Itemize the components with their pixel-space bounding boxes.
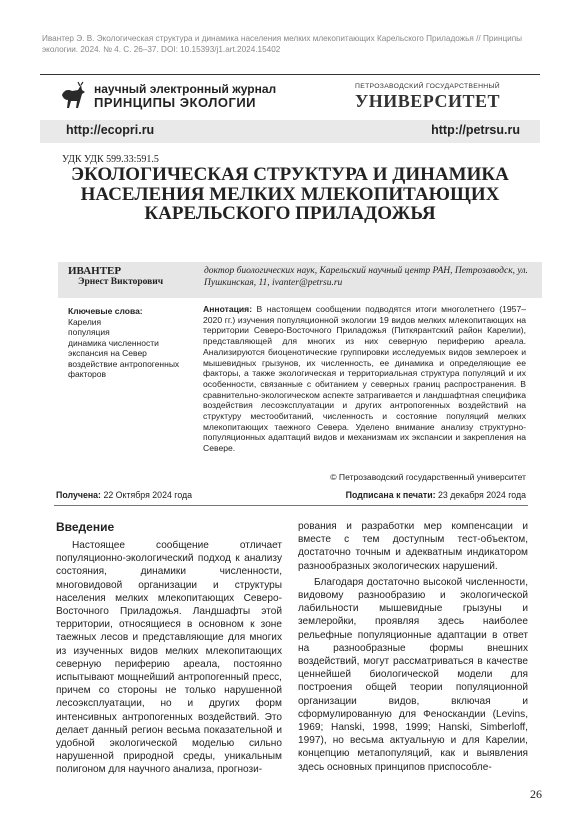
signed-value: 23 декабря 2024 года (438, 490, 526, 500)
section-heading: Введение (56, 520, 115, 534)
journal-masthead (40, 74, 540, 122)
keyword-item: Карелия (68, 316, 102, 327)
keyword-item: воздействие антропогенных факторов (68, 358, 180, 379)
keyword-item: динамика численности (68, 337, 159, 348)
keywords-heading: Ключевые слова: (68, 306, 143, 316)
divider (54, 505, 528, 506)
keywords-block (68, 306, 204, 380)
author-surname: ИВАНТЕР (68, 265, 122, 277)
journal-title: ПРИНЦИПЫ ЭКОЛОГИИ (94, 95, 257, 110)
udc-code: УДК УДК 599.33:591.5 (62, 154, 159, 165)
author-given-names: Эрнест Викторович (78, 277, 164, 287)
university-title: УНИВЕРСИТЕТ (355, 91, 500, 111)
received-value: 22 Октября 2024 года (103, 490, 193, 500)
university-subtitle: ПЕТРОЗАВОДСКИЙ ГОСУДАРСТВЕННЫЙ (355, 83, 500, 90)
copyright-notice: © Петрозаводский государственный университет (330, 472, 526, 482)
journal-subtitle: научный электронный журнал (94, 82, 277, 96)
author-affiliation: доктор биологических наук, Карельский научный центр РАН, Петрозаводск, ул. Пушкинская, 11, ivanter@petrsu.ru (204, 266, 528, 288)
signed-label: Подписана к печати: (345, 490, 436, 500)
body-paragraph: рования и разработки мер компенсации и вместе с тем доступным тест-объектом, достаточно точным и адекватным индикатором разнообразных экологических нарушений. (298, 521, 528, 572)
citation-header: Ивантер Э. В. Экологическая структура и динамика населения мелких млекопитающих Карельского Приладожья // Принципы экологии. 2024. № 4. С. 26–37. DOI: 10.15393/j1.art.2024.15402 (42, 34, 523, 54)
page-number: 26 (530, 787, 542, 801)
signed-date (346, 490, 526, 500)
journal-link[interactable]: http://ecopri.ru (66, 123, 155, 137)
body-column-right (298, 520, 528, 774)
body-column-left (56, 539, 282, 777)
abstract-text: В настоящем сообщении подводятся итоги многолетнего (1957–2020 гг.) изучения популяционной экологии 19 видов мелких млекопитающих на территории Северо-Восточного Приладожья (Питкярантский район Карелии), представляющей для многих из них северную периферию ареала. Анализируются биоценотические группировки исследуемых видов землероек и мышевидных грызунов, их численность, ее динамика и определяющие ее факторы, а также экологическая и территориальная структура популяций и их особенности, связанные с обитанием у северных границ распространения. В сравнительно-экологическом аспекте затрагивается и ландшафтная специфика воздействия лесоэксплуатации и других антропогенных воздействий на структуру местообитаний, численность и состояние популяций мелких млекопитающих таежного Севера. Уделено внимание анализу структурно-популяционных адаптаций видов и механизмам их экспансии и закрепления на Севере. (203, 304, 526, 454)
body-paragraph: Благодаря достаточно высокой численности, видовому разнообразию и экологической лабильности мышевидные грызуны и землеройки, проявляя здесь наиболее рельефные популяционные адаптации в ответ на разнообразные формы внешних воздействий, могут рассматриваться в качестве ценнейшей биологической модели для построения общей теории популяционной организации видов, включая и сформулированную для Феноскандии (Levins, 1969; Hanski, 1998, 1999; Hanski, Simberloff, 1997), но весьма актуальную и для Карелии, концепцию метапопуляций, как и выявления здесь основных принципов приспособле- (298, 576, 528, 773)
links-bar (40, 120, 540, 143)
university-link[interactable]: http://petrsu.ru (431, 123, 520, 137)
author-block (58, 262, 542, 298)
keyword-item: популяция (68, 327, 110, 337)
body-paragraph: Настоящее сообщение отличает популяционно-экологический подход к анализу состояния, динамики численности, многовидовой организации и структуры населения мелких млекопитающих Северо-Восточного Приладожья. Ландшафты этой территории, относящиеся в основном к зоне таежных лесов и представляющие для многих из изученных видов мелких млекопитающих северную периферию ареала, постоянно испытывают мощнейший антропогенный пресс, причем со стороны не только нарушенной лесоэксплуатации, но и других форм интенсивных антропогенных воздействий. Это делает данный регион весьма показательной и удобной экологической моделью сильно нарушенной природной среды, уникальным полигоном для научного анализа, прогнози- (56, 540, 282, 776)
deer-logo-icon (58, 81, 88, 111)
abstract (203, 304, 526, 454)
received-label: Получена: (56, 490, 101, 500)
received-date (56, 490, 192, 500)
keyword-item: экспансия на Север (68, 348, 147, 358)
abstract-label: Аннотация: (203, 304, 253, 314)
article-title: ЭКОЛОГИЧЕСКАЯ СТРУКТУРА И ДИНАМИКА НАСЕЛЕНИЯ МЕЛКИХ МЛЕКОПИТАЮЩИХ КАРЕЛЬСКОГО ПРИЛАДОЖЬЯ (71, 164, 509, 224)
